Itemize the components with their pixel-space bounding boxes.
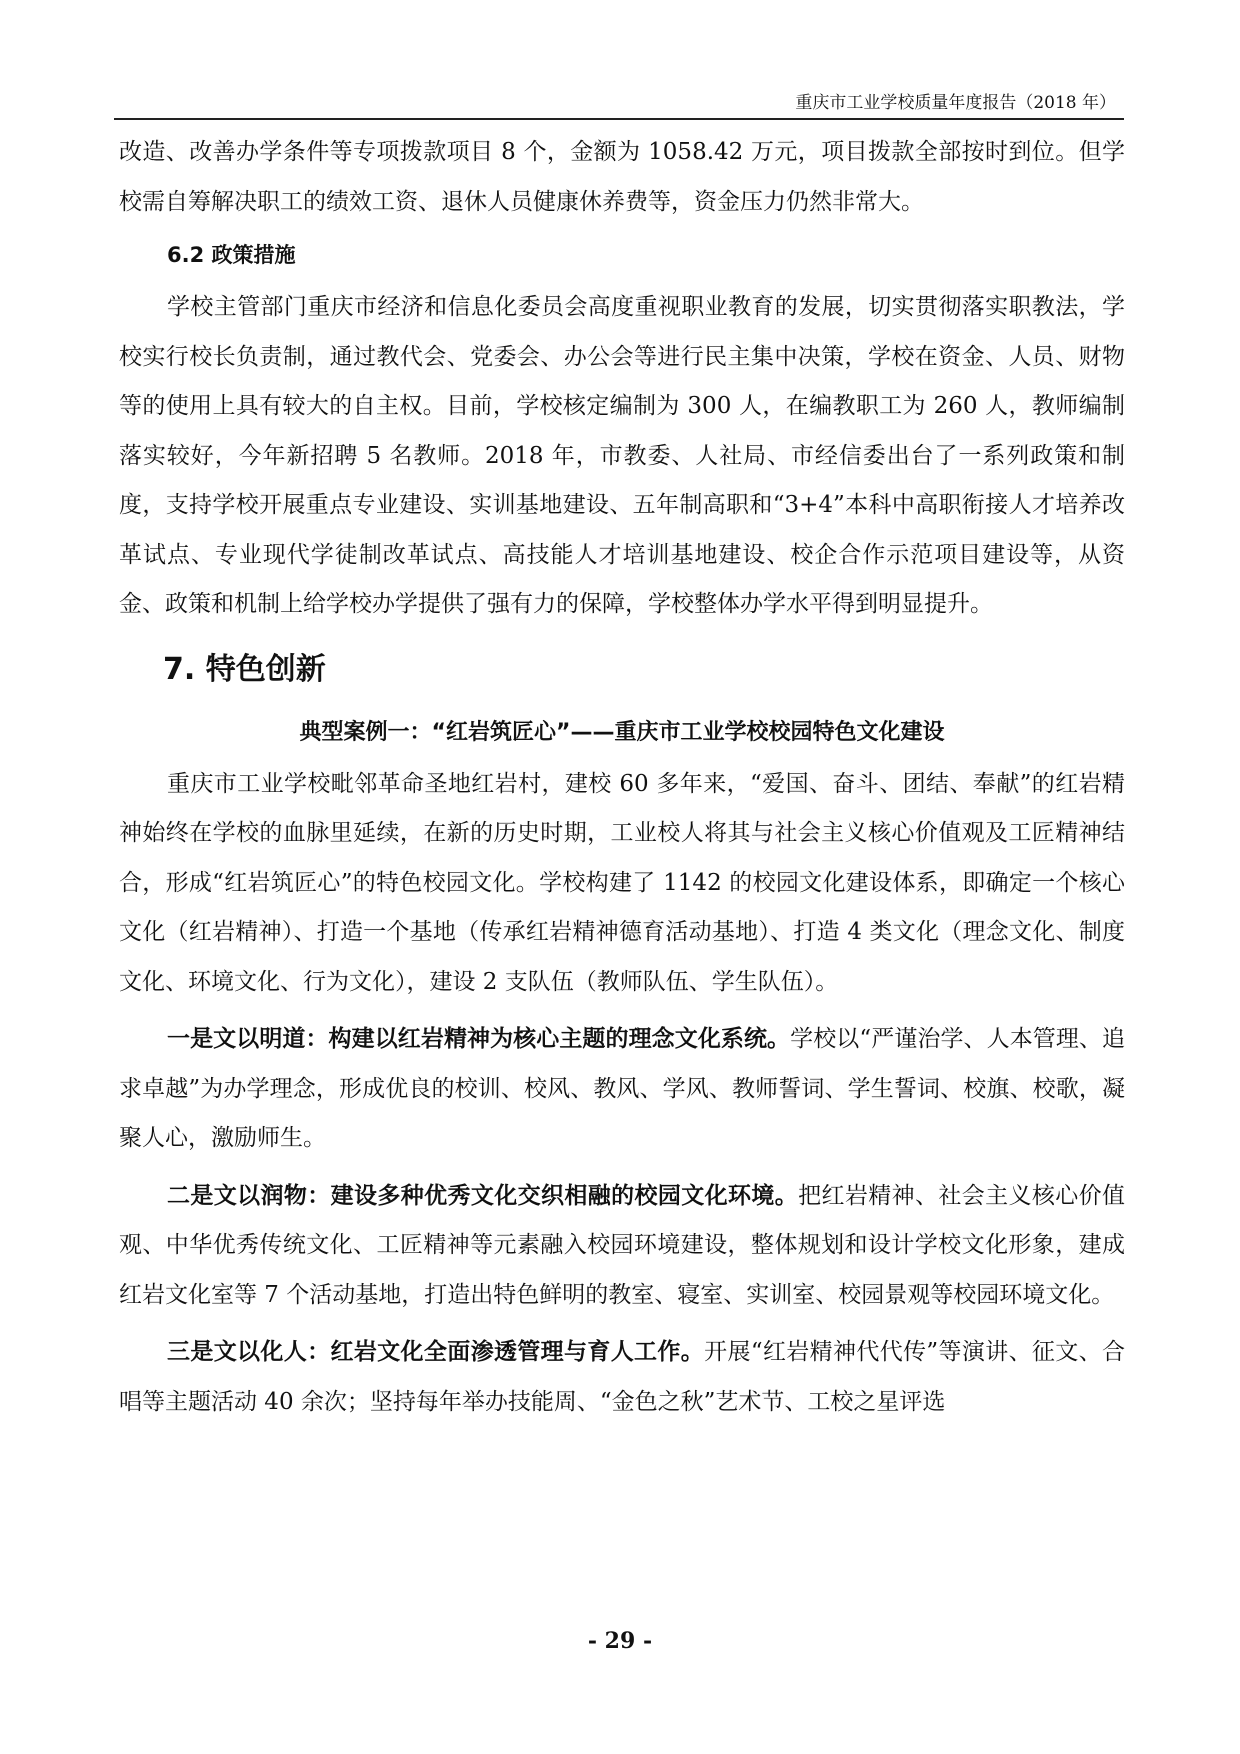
case-intro-paragraph: 重庆市工业学校毗邻革命圣地红岩村，建校 60 多年来，“爱国、奋斗、团结、奉献”的红岩精神始终在学校的血脉里延续，在新的历史时期，工业校人将其与社会主义核心价值观及工匠精神结合，形成“红岩筑匠心”的特色校园文化。学校构建了 1142 的校园文化建设体系，即确定一个核心文化（红岩精神）、打造一个基地（传承红岩精神德育活动基地）、打造 4 类文化（理念文化、制度文化、环境文化、行为文化），建设 2 支队伍（教师队伍、学生队伍）。: [119, 770, 1125, 995]
policy-paragraph: 学校主管部门重庆市经济和信息化委员会高度重视职业教育的发展，切实贯彻落实职教法，学校实行校长负责制，通过教代会、党委会、办公会等进行民主集中决策，学校在资金、人员、财物等的使用上具有较大的自主权。目前，学校核定编制为 300 人，在编教职工为 260 人，教师编制落实较好，今年新招聘 5 名教师。2018 年，市教委、人社局、市经信委出台了一系列政策和制度，支持学校开展重点专业建设、实训基地建设、五年制高职和“3+4”本科中高职衔接人才培养改革试点、专业现代学徒制改革试点、高技能人才培训基地建设、校企合作示范项目建设等，从资金、政策和机制上给学校办学提供了强有力的保障，学校整体办学水平得到明显提升。: [119, 294, 1125, 617]
point-text-1: 学校以“严谨治学、人本管理、追求卓越”为办学理念，形成优良的校训、校风、教风、学风、教师誓词、学生誓词、校旗、校歌，凝聚人心，激励师生。: [119, 1026, 1126, 1151]
point-lead-1: 一是文以明道：构建以红岩精神为核心主题的理念文化系统。: [167, 1026, 791, 1052]
point-text-3: 开展“红岩精神代代传”等演讲、征文、合唱等主题活动 40 余次；坚持每年举办技能周、“金色之秋”艺术节、工校之星评选: [119, 1339, 1125, 1415]
point-lead-3: 三是文以化人：红岩文化全面渗透管理与育人工作。: [167, 1339, 705, 1365]
point-paragraph-2: [119, 1172, 1125, 1321]
header-title: 重庆市工业学校质量年度报告（2018 年）: [795, 93, 1116, 113]
page-number: - 29 -: [587, 1628, 653, 1654]
section-heading-6-2: 6.2 政策措施: [167, 243, 296, 267]
section-heading-7: 7. 特色创新: [163, 651, 326, 687]
point-lead-2: 二是文以润物：建设多种优秀文化交织相融的校园文化环境。: [167, 1182, 799, 1209]
point-paragraph-1: [119, 1015, 1125, 1164]
point-text-2: 把红岩精神、社会主义核心价值观、中华优秀传统文化、工匠精神等元素融入校园环境建设，整体规划和设计学校文化形象，建成红岩文化室等 7 个活动基地，打造出特色鲜明的教室、寝室、实训室、校园景观等校园环境文化。: [119, 1182, 1125, 1308]
point-paragraph-3: [119, 1328, 1125, 1427]
page-content: [119, 128, 1125, 1427]
page-header: [114, 84, 1124, 120]
continuation-paragraph: 改造、改善办学条件等专项拨款项目 8 个，金额为 1058.42 万元，项目拨款全部按时到位。但学校需自筹解决职工的绩效工资、退休人员健康休养费等，资金压力仍然非常大。: [119, 139, 1125, 215]
case-title: 典型案例一：“红岩筑匠心”——重庆市工业学校校园特色文化建设: [299, 719, 945, 745]
